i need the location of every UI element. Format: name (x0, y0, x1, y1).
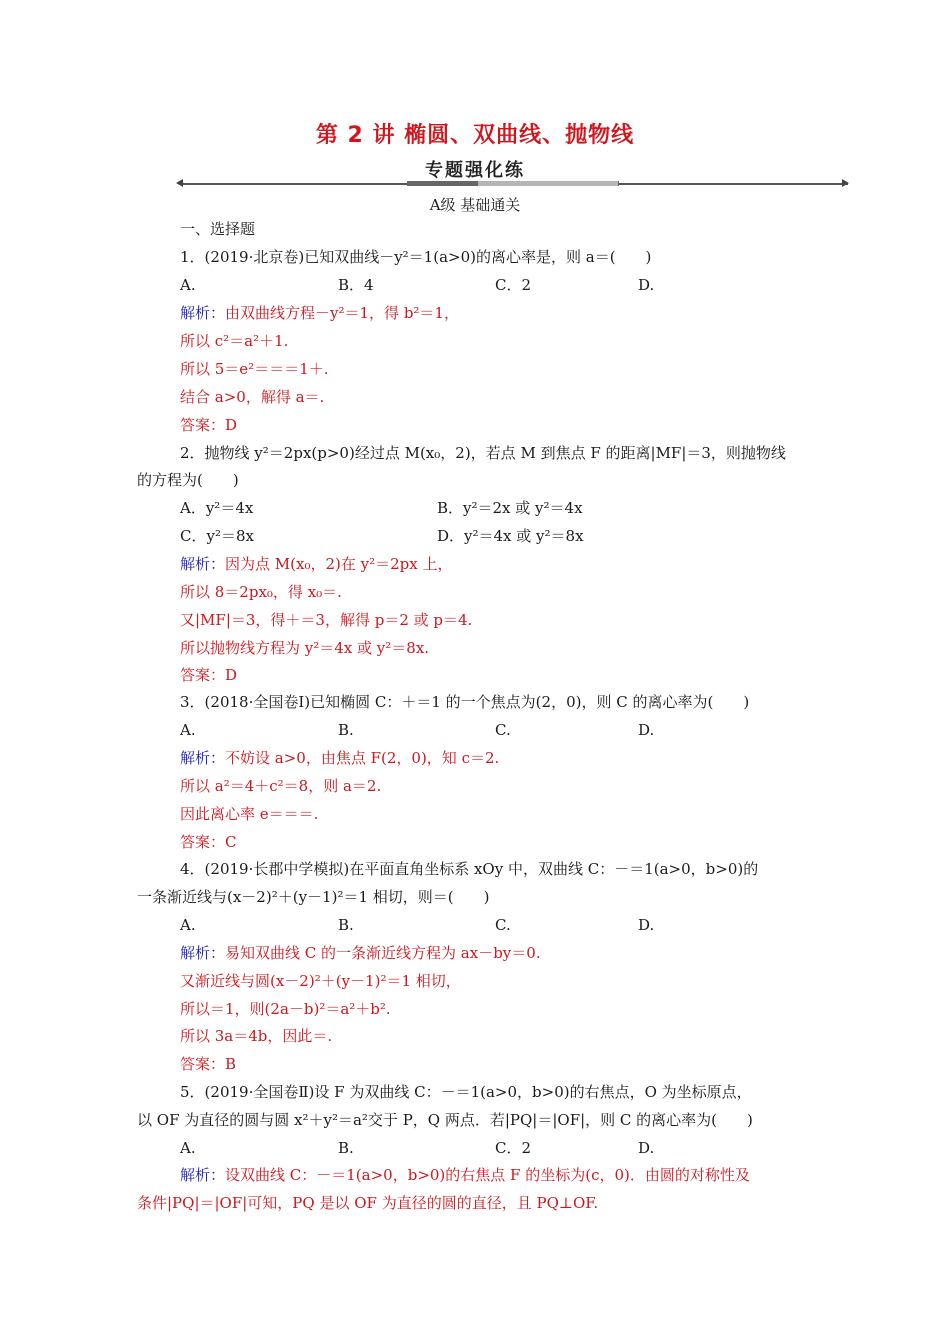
section-subtitle: 专题强化练 (425, 160, 525, 181)
page-title: 第 2 讲 椭圆、双曲线、抛物线 (315, 123, 635, 148)
q3-option-b: B. (338, 721, 354, 739)
section-heading: 一、选择题 (180, 220, 256, 238)
q2-solution-line: 所以抛物线方程为 y²＝4x 或 y²＝8x. (180, 639, 430, 657)
q3-solution-line: 不妨设 a>0，由焦点 F(2，0)，知 c＝2. (225, 749, 500, 767)
q3-solution-line: 因此离心率 e＝＝＝. (180, 805, 319, 823)
q3-option-a: A. (180, 721, 196, 739)
q4-option-c: C. (495, 916, 511, 934)
q2-option-a: A．y²＝4x (180, 499, 254, 517)
q3-answer: 答案：C (180, 833, 237, 851)
q2-solution-line: 所以 8＝2px₀，得 x₀＝. (180, 583, 342, 601)
q4-option-a: A. (180, 916, 196, 934)
divider-accent-light (478, 181, 618, 186)
q4-option-d: D. (638, 916, 655, 934)
q1-option-c: C．2 (495, 276, 532, 294)
q2-answer: 答案：D (180, 666, 238, 684)
q2-stem: 2．抛物线 y²＝2px(p>0)经过点 M(x₀，2)，若点 M 到焦点 F 的距离|MF|＝3，则抛物线 (180, 444, 786, 462)
q4-stem-cont: 一条渐近线与(x－2)²＋(y－1)²＝1 相切，则＝( ) (137, 888, 490, 906)
q1-answer: 答案：D (180, 416, 238, 434)
q1-solution-label: 解析： (180, 304, 226, 322)
q1-solution-line: 所以 5＝e²＝＝＝1＋. (180, 360, 329, 378)
q5-solution-label: 解析： (180, 1166, 226, 1184)
q5-option-c: C．2 (495, 1139, 532, 1157)
q5-stem-cont: 以 OF 为直径的圆与圆 x²＋y²＝a²交于 P，Q 两点．若|PQ|＝|OF|，则 C 的离心率为( ) (137, 1111, 753, 1129)
q2-option-b: B．y²＝2x 或 y²＝4x (437, 499, 583, 517)
q4-answer: 答案：B (180, 1055, 237, 1073)
q4-solution-label: 解析： (180, 944, 226, 962)
q3-stem: 3．(2018·全国卷Ⅰ)已知椭圆 C：＋＝1 的一个焦点为(2，0)，则 C 的离心率为( ) (180, 693, 750, 711)
q1-option-d: D. (638, 276, 655, 294)
q3-solution-label: 解析： (180, 749, 226, 767)
q4-solution-line: 所以 3a＝4b，因此＝. (180, 1027, 333, 1045)
q2-solution-line: 又|MF|＝3，得＋＝3，解得 p＝2 或 p＝4. (180, 611, 473, 629)
q2-solution-label: 解析： (180, 555, 226, 573)
q4-solution-line: 易知双曲线 C 的一条渐近线方程为 ax－by＝0. (225, 944, 541, 962)
q5-stem: 5．(2019·全国卷Ⅱ)设 F 为双曲线 C：－＝1(a>0，b>0)的右焦点，O 为坐标原点， (180, 1083, 752, 1101)
arrow-left-icon (176, 179, 183, 187)
q5-solution-line: 设双曲线 C：－＝1(a>0，b>0)的右焦点 F 的坐标为(c，0)．由圆的对称性及 (225, 1166, 750, 1184)
q1-option-b: B．4 (338, 276, 374, 294)
q1-solution-line: 结合 a>0，解得 a＝. (180, 388, 325, 406)
q1-option-a: A. (180, 276, 196, 294)
q5-option-b: B. (338, 1139, 354, 1157)
q3-option-c: C. (495, 721, 511, 739)
q5-option-d: D. (638, 1139, 655, 1157)
q2-option-c: C．y²＝8x (180, 527, 254, 545)
q3-solution-line: 所以 a²＝4＋c²＝8，则 a＝2. (180, 777, 382, 795)
q5-option-a: A. (180, 1139, 196, 1157)
q1-stem: 1．(2019·北京卷)已知双曲线－y²＝1(a>0)的离心率是，则 a＝( ) (180, 248, 652, 266)
q4-stem: 4．(2019·长郡中学模拟)在平面直角坐标系 xOy 中，双曲线 C：－＝1(a>0，b>0)的 (180, 860, 759, 878)
arrow-right-icon (842, 179, 849, 187)
q3-option-d: D. (638, 721, 655, 739)
q4-solution-line: 又渐近线与圆(x－2)²＋(y－1)²＝1 相切， (180, 972, 461, 990)
q2-option-d: D．y²＝4x 或 y²＝8x (437, 527, 584, 545)
q5-solution-line: 条件|PQ|＝|OF|可知，PQ 是以 OF 为直径的圆的直径，且 PQ⊥OF. (137, 1194, 599, 1212)
q1-solution-line: 由双曲线方程－y²＝1，得 b²＝1， (225, 304, 459, 322)
q2-stem-cont: 的方程为( ) (137, 471, 239, 489)
q1-solution-line: 所以 c²＝a²＋1. (180, 332, 289, 350)
q2-solution-line: 因为点 M(x₀，2)在 y²＝2px 上， (225, 555, 453, 573)
q4-solution-line: 所以＝1，则(2a－b)²＝a²＋b². (180, 1000, 391, 1018)
level-heading: A级 基础通关 (429, 196, 521, 214)
q4-option-b: B. (338, 916, 354, 934)
